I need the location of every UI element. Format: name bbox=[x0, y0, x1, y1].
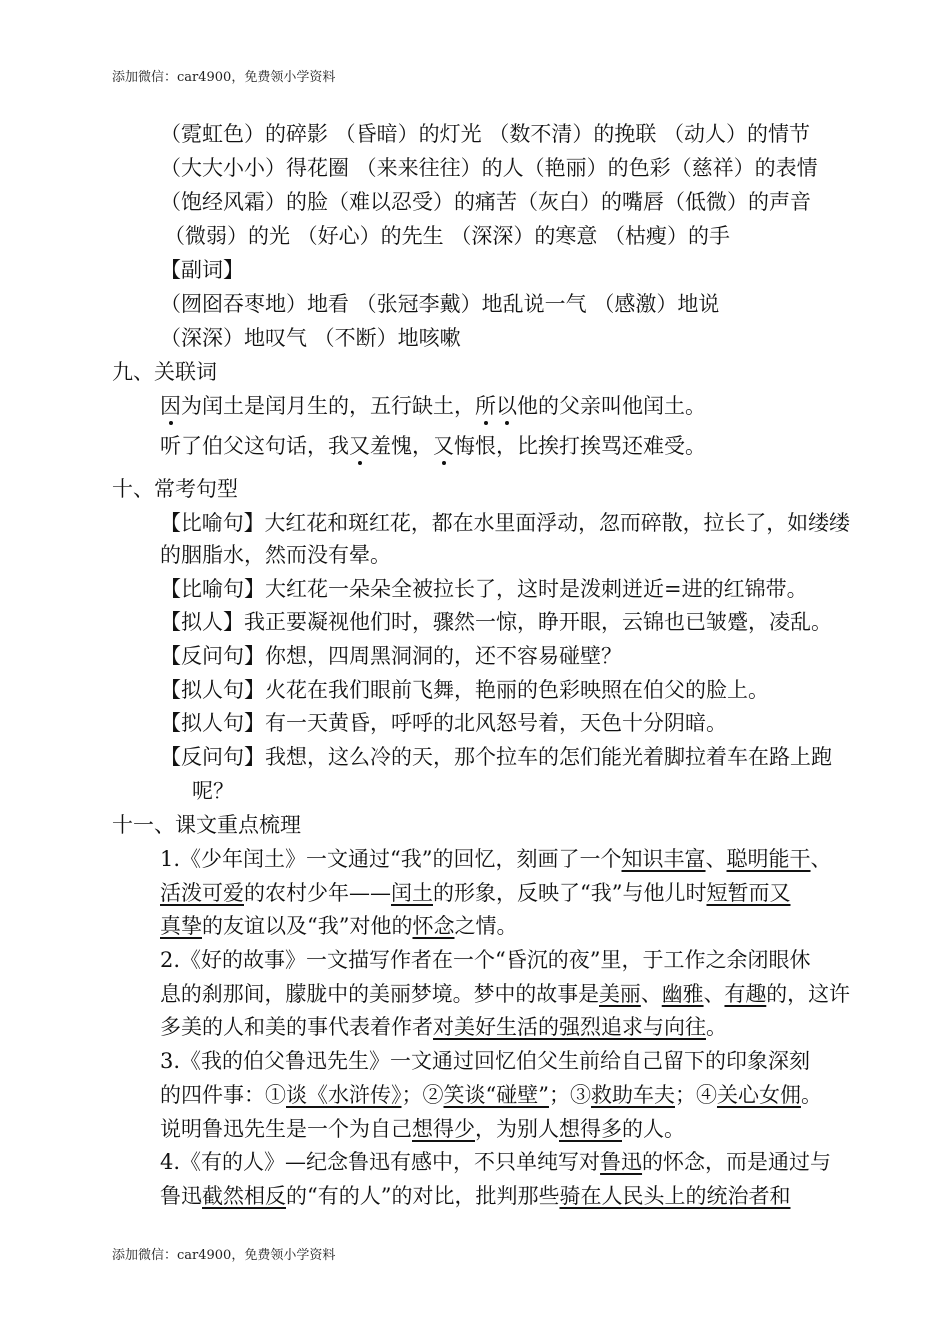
adjective-line: （微弱）的光 （好心）的先生 （深深）的寒意 （枯瘦）的手 bbox=[164, 224, 731, 248]
emphasis-char: 因 bbox=[160, 394, 181, 418]
summary-paragraph-4: 鲁迅截然相反的“有的人”的对比，批判那些骑在人民头上的统治者和 bbox=[160, 1184, 791, 1208]
sentence-pattern-line: 【拟人句】火花在我们眼前飞舞，艳丽的色彩映照在伯父的脸上。 bbox=[160, 678, 769, 702]
section10-heading: 十、常考句型 bbox=[112, 477, 238, 501]
sentence-pattern-line: 【拟人】我正要凝视他们时，骤然一惊，睁开眼，云锦也已皱蹙，凌乱。 bbox=[160, 610, 832, 634]
adjective-line: （饱经风霜）的脸（难以忍受）的痛苦（灰白）的嘴唇（低微）的声音 bbox=[160, 190, 811, 214]
summary-paragraph-2: 多美的人和美的事代表着作者对美好生活的强烈追求与向往。 bbox=[160, 1015, 727, 1039]
summary-paragraph-1: 1.《少年闰土》一文通过“我”的回忆，刻画了一个知识丰富、聪明能干、 bbox=[160, 847, 832, 871]
adverb-line: （囫囵吞枣地）地看 （张冠李戴）地乱说一气 （感激）地说 bbox=[160, 292, 720, 316]
adjective-line: （霓虹色）的碎影 （昏暗）的灯光 （数不清）的挽联 （动人）的情节 bbox=[160, 122, 811, 146]
sentence-pattern-line: 【反问句】我想，这么冷的天，那个拉车的怎们能光着脚拉着车在路上跑 bbox=[160, 745, 832, 769]
summary-paragraph-2: 息的刹那间，朦胧中的美丽梦境。梦中的故事是美丽、幽雅、有趣的，这许 bbox=[160, 982, 850, 1006]
summary-paragraph-3: 的四件事：①谈《水浒传》；②笑谈“碰壁”；③救助车夫；④关心女佣。 bbox=[160, 1083, 822, 1107]
summary-paragraph-2: 2.《好的故事》一文描写作者在一个“昏沉的夜”里，于工作之余闭眼休 bbox=[160, 948, 811, 972]
conjunction-sentence-1: 因为闰土是闰月生的，五行缺土，所以他的父亲叫他闰土。 bbox=[160, 394, 706, 418]
adverb-heading: 【副词】 bbox=[160, 258, 244, 282]
conjunction-sentence-2: 听了伯父这句话，我又羞愧，又悔恨，比挨打挨骂还难受。 bbox=[160, 434, 706, 458]
emphasis-char: 所 bbox=[475, 394, 496, 418]
section9-heading: 九、关联词 bbox=[112, 360, 217, 384]
sentence-pattern-line: 【比喻句】大红花一朵朵全被拉长了，这时是泼刺迸近=进的红锦带。 bbox=[160, 577, 808, 601]
sentence-pattern-line: 【拟人句】有一天黄昏，呼呼的北风怒号着，天色十分阴暗。 bbox=[160, 711, 727, 735]
sentence-pattern-line: 【比喻句】大红花和斑红花，都在水里面浮动，忽而碎散，拉长了，如缕缕 bbox=[160, 511, 850, 535]
section11-heading: 十一、课文重点梳理 bbox=[112, 813, 301, 837]
sentence-pattern-line: 的胭脂水，然而没有晕。 bbox=[160, 543, 391, 567]
page-header: 添加微信：car4900，免费领小学资料 bbox=[112, 70, 336, 85]
emphasis-char: 又 bbox=[433, 434, 454, 458]
summary-paragraph-3: 说明鲁迅先生是一个为自己想得少，为别人想得多的人。 bbox=[160, 1117, 685, 1141]
summary-paragraph-1: 活泼可爱的农村少年——闰土的形象，反映了“我”与他儿时短暂而又 bbox=[160, 881, 791, 905]
summary-paragraph-4: 4.《有的人》—纪念鲁迅有感中，不只单纯写对鲁迅的怀念，而是通过与 bbox=[160, 1150, 832, 1174]
emphasis-char: 以 bbox=[496, 394, 517, 418]
sentence-pattern-line: 【反问句】你想，四周黑洞洞的，还不容易碰壁？ bbox=[160, 644, 622, 668]
sentence-pattern-line: 呢？ bbox=[192, 779, 234, 803]
summary-paragraph-1: 真挚的友谊以及“我”对他的怀念之情。 bbox=[160, 914, 518, 938]
emphasis-char: 又 bbox=[349, 434, 370, 458]
summary-paragraph-3: 3.《我的伯父鲁迅先生》一文通过回忆伯父生前给自己留下的印象深刻 bbox=[160, 1049, 811, 1073]
adverb-line: （深深）地叹气 （不断）地咳嗽 bbox=[160, 326, 461, 350]
adjective-line: （大大小小）得花圈 （来来往往）的人（艳丽）的色彩（慈祥）的表情 bbox=[160, 156, 818, 180]
page-footer: 添加微信：car4900，免费领小学资料 bbox=[112, 1248, 336, 1263]
